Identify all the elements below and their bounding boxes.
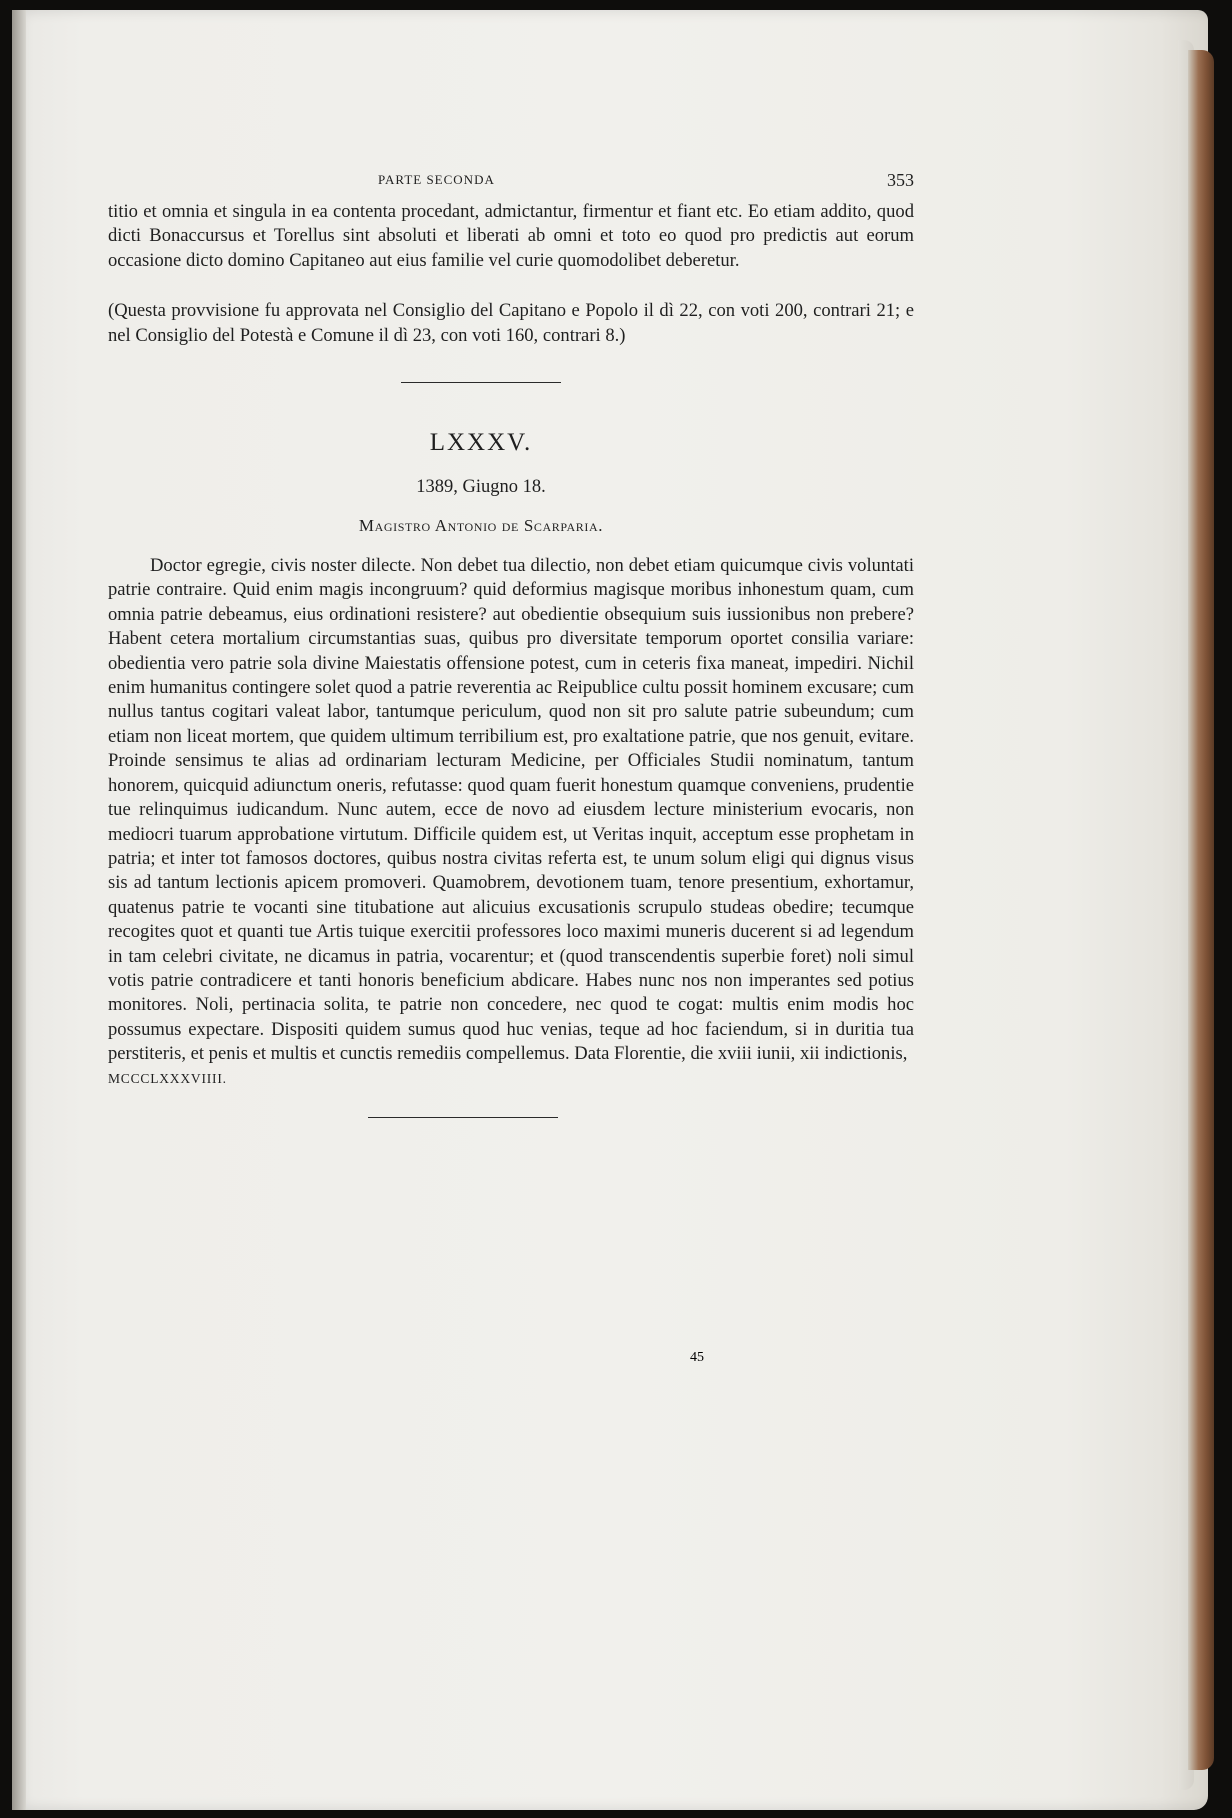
section-divider (401, 382, 561, 383)
page-number: 353 (887, 170, 914, 190)
end-divider (368, 1117, 558, 1118)
page-spine (12, 10, 26, 1810)
running-title: PARTE SECONDA (378, 172, 495, 187)
continued-paragraph: titio et omnia et singula in ea contenta procedant, admictantur, firmentur et fiant etc. Eo etiam addito, quod dicti Bonaccursus et Torellus sint absoluti et liberati ab omni et toto eo quod pro predictis aut eorum occasione dicto domino Capitaneo aut eius familie vel curie quomodolibet deberetur. (108, 201, 914, 271)
letter-text: Doctor egregie, civis noster dilecte. Non debet tua dilectio, non debet etiam quicumque civis voluntati patrie contraire. Quid enim magis incongruum? quid deformius magisque moribus inhonestum quam, cum omnia patrie debeamus, eius ordinationi resistere? aut obedientie obsequium suis iussionibus non prebere? Habent cetera mortalium circumstantias suas, quibus pro diversitate temporum oportet consilia variare: obedientia vero patrie sola divine Maiestatis offensione potest, cum in ceteris fixa maneat, impediri. Nichil enim humanitus contingere solet quod a patrie reverentia ac Reipublice cultu possit hominem excusare; cum nullus tantus cogitari valeat labor, tantumque periculum, quod non sit pro salute patrie subeundum; cum etiam non liceat mortem, que quidem ultimum terribilium est, pro exaltatione patrie, que nos genuit, evitare. Proinde sensimus te alias ad ordinariam lecturam Medicine, per Officiales Studii nominatum, tantum honorem, quicquid adiunctum oneris, refutasse: quod quam fuerit honestum quamque conveniens, prudentie tue relinquimus iudicandum. Nunc autem, ecce de novo ad eiusdem lecture ministerium evocaris, non mediocri tuarum approbatione virtutum. Difficile quidem est, ut Veritas inquit, acceptum esse prophetam in patria; et inter tot famosos doctores, quibus nostra civitas referta est, te unum solum eligi qui dignus visus sis ad tantum lectionis apicem promoveri. Quamobrem, devotionem tuam, tenore presentium, exhortamur, quatenus patrie te vocanti sine titubatione aut alicuius excusationis scrupulo studeas obedire; tecumque recogites quot et quanti tue Artis tuique exercitii professores loco maximi muneris ducerent si ad legendum in tam celebri civitate, ne dicamus in patria, vocarentur; et (quod transcendentis superbie foret) noli simul votis patrie contradicere et tanti honoris beneficium abdicare. Habes nunc nos non imperantes sed potius monitores. Noli, pertinacia solita, te patrie non concedere, nec quod te cogat: multis enim modis hoc possumus expectare. Dispositi quidem sumus quod huc venias, teque ad hoc faciendum, si in duritia tua perstiteris, et penis et multis et cunctis remediis compellemus. Data Florentie, die xviii iunii, xii indictionis, (108, 555, 914, 1065)
editorial-note: (Questa provvisione fu approvata nel Consiglio del Capitano e Popolo il dì 22, con voti 200, contrari 21; e nel Consiglio del Potestà e Comune il dì 23, con voti 160, contrari 8.) (108, 300, 914, 346)
signature-mark: 45 (690, 1350, 704, 1365)
page-edge-worn (1188, 50, 1214, 1770)
letter-year: MCCCLXXXVIIII. (108, 1070, 227, 1086)
document-recipient: Magistro Antonio de Scarparia. (358, 516, 604, 536)
running-header (108, 170, 914, 200)
page-content (108, 170, 914, 1118)
document-date: 1389, Giugno 18. (416, 477, 546, 498)
document-number: LXXXV. (429, 429, 533, 457)
